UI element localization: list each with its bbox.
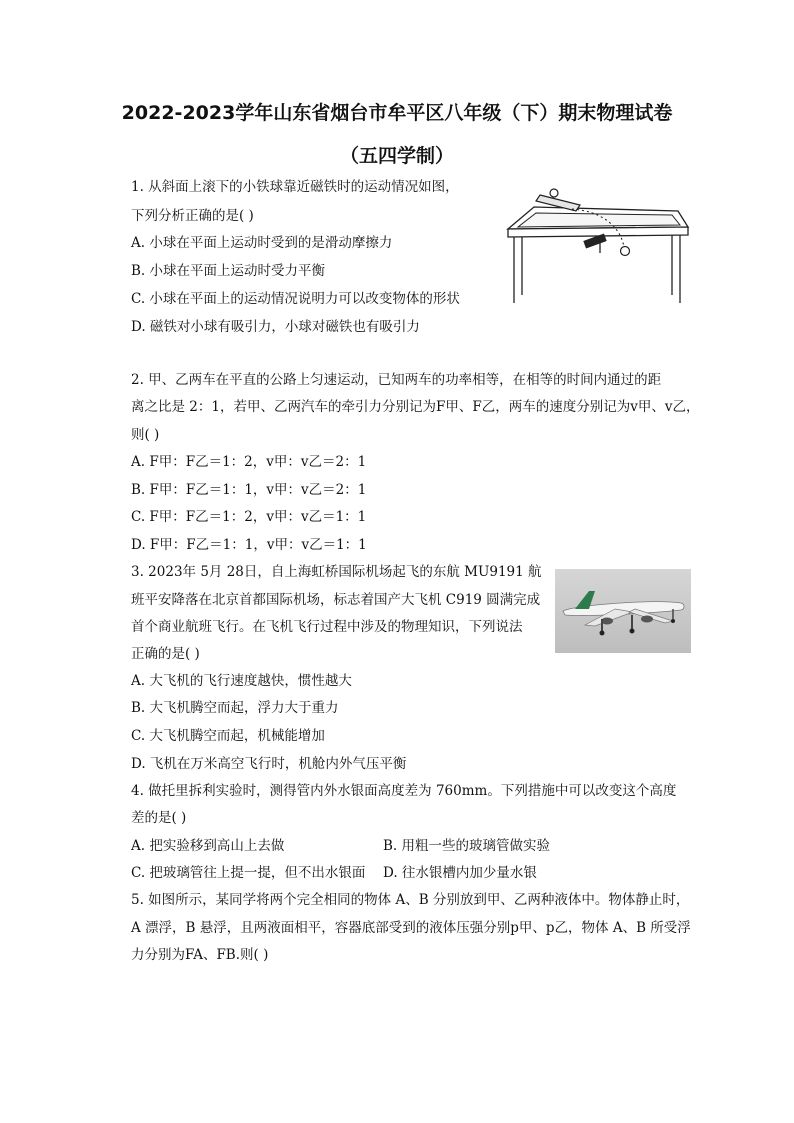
q5-stem-line-2: A 漂浮，B 悬浮，且两液面相平，容器底部受到的液体压强分别p甲、p乙，物体 A、B 所受浮: [131, 920, 691, 936]
q4-option-a: A. 把实验移到高山上去做: [131, 838, 285, 854]
q3-stem-line-3: 首个商业航班飞行。在飞机飞行过程中涉及的物理知识，下列说法: [131, 619, 523, 635]
q1-stem-line-2: 下列分析正确的是( ): [131, 208, 254, 224]
q2-option-c: C. F甲：F乙＝1：2，v甲：v乙＝1：1: [131, 509, 367, 525]
q2-stem-line-3: 则( ): [131, 427, 160, 443]
exam-title: 2022-2023学年山东省烟台市牟平区八年级（下）期末物理试卷: [121, 102, 673, 124]
iron-ball-end: [621, 247, 630, 256]
q2-stem-line-1: 2. 甲、乙两车在平直的公路上匀速运动，已知两车的功率相等，在相等的时间内通过的距: [131, 372, 662, 388]
q3-option-d: D. 飞机在万米高空飞行时，机舱内外气压平衡: [131, 756, 407, 772]
q5-stem-line-1: 5. 如图所示，某同学将两个完全相同的物体 A、B 分别放到甲、乙两种液体中。物体静止时，: [131, 892, 690, 908]
q3-option-a: A. 大飞机的飞行速度越快，惯性越大: [131, 673, 352, 689]
iron-ball-start: [550, 189, 558, 197]
q3-stem-line-2: 班平安降落在北京首都国际机场，标志着国产大飞机 C919 圆满完成: [131, 592, 541, 608]
q2-option-d: D. F甲：F乙＝1：1，v甲：v乙＝1：1: [131, 537, 367, 553]
q3-stem-line-4: 正确的是( ): [131, 646, 200, 662]
q2-stem-line-2: 离之比是 2：1，若甲、乙两汽车的牵引力分别记为F甲、F乙，两车的速度分别记为v甲、v乙，: [131, 399, 700, 415]
c919-airplane-photo: [555, 569, 691, 653]
q3-option-c: C. 大飞机腾空而起，机械能增加: [131, 728, 325, 744]
q2-option-b: B. F甲：F乙＝1：1，v甲：v乙＝2：1: [131, 482, 367, 498]
exam-subtitle: （五四学制）: [339, 145, 454, 167]
q1-option-c: C. 小球在平面上的运动情况说明力可以改变物体的形状: [131, 291, 460, 307]
q4-stem-line-2: 差的是( ): [131, 810, 187, 826]
q5-stem-line-3: 力分别为FA、FB.则( ): [131, 947, 269, 963]
q1-option-d: D. 磁铁对小球有吸引力，小球对磁铁也有吸引力: [131, 319, 420, 335]
q2-option-a: A. F甲：F乙＝1：2，v甲：v乙＝2：1: [131, 454, 367, 470]
q1-option-a: A. 小球在平面上运动时受到的是滑动摩擦力: [131, 235, 393, 251]
q3-option-b: B. 大飞机腾空而起，浮力大于重力: [131, 700, 339, 716]
q4-option-d: D. 往水银槽内加少量水银: [383, 865, 537, 881]
q3-stem-line-1: 3. 2023年 5月 28日，自上海虹桥国际机场起飞的东航 MU9191 航: [131, 564, 542, 580]
q4-stem-line-1: 4. 做托里拆利实验时，测得管内外水银面高度差为 760mm。下列措施中可以改变这个高度: [131, 783, 677, 799]
q4-option-b: B. 用粗一些的玻璃管做实验: [383, 838, 551, 854]
table-magnet-figure: [500, 185, 696, 313]
q1-option-b: B. 小球在平面上运动时受力平衡: [131, 263, 326, 279]
q4-option-c: C. 把玻璃管往上提一提，但不出水银面: [131, 865, 366, 881]
q1-stem-line-1: 1. 从斜面上滚下的小铁球靠近磁铁时的运动情况如图，: [131, 179, 459, 195]
